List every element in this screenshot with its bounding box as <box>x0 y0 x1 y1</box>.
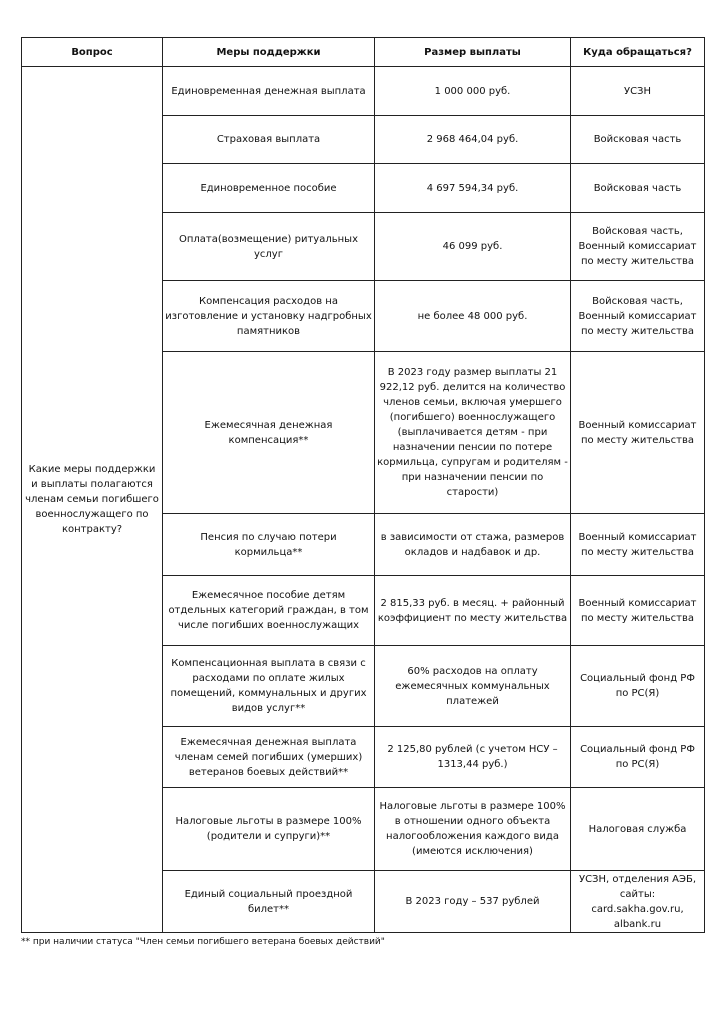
measure-cell: Ежемесячное пособие детям отдельных категорий граждан, в том числе погибших военнослужащих <box>163 576 375 646</box>
header-question: Вопрос <box>22 38 163 67</box>
footnote: ** при наличии статуса "Член семьи погибшего ветерана боевых действий" <box>21 937 385 947</box>
amount-cell: В 2023 году – 537 рублей <box>375 871 571 933</box>
where-cell: УСЗН, отделения АЭБ, сайты: card.sakha.gov.ru, albank.ru <box>571 871 705 933</box>
where-cell: Социальный фонд РФ по РС(Я) <box>571 646 705 727</box>
amount-cell: 60% расходов на оплату ежемесячных коммунальных платежей <box>375 646 571 727</box>
measure-cell: Единовременное пособие <box>163 164 375 213</box>
amount-cell: 4 697 594,34 руб. <box>375 164 571 213</box>
measure-cell: Единый социальный проездной билет** <box>163 871 375 933</box>
where-cell: Военный комиссариат по месту жительства <box>571 576 705 646</box>
amount-cell: 46 099 руб. <box>375 213 571 281</box>
measure-cell: Компенсация расходов на изготовление и установку надгробных памятников <box>163 281 375 352</box>
amount-cell: 2 968 464,04 руб. <box>375 116 571 164</box>
amount-cell: В 2023 году размер выплаты 21 922,12 руб. делится на количество членов семьи, включая умершего (погибшего) военнослужащего (выплачивается детям - при назначении пенсии по потере кормильца, супругам и родителям - при назначении пенсии по старости) <box>375 352 571 514</box>
support-table <box>21 37 705 933</box>
measure-cell: Налоговые льготы в размере 100% (родители и супруги)** <box>163 788 375 871</box>
amount-cell: не более 48 000 руб. <box>375 281 571 352</box>
where-cell: Социальный фонд РФ по РС(Я) <box>571 727 705 788</box>
measure-cell: Ежемесячная денежная компенсация** <box>163 352 375 514</box>
header-row <box>22 38 705 67</box>
measure-cell: Компенсационная выплата в связи с расходами по оплате жилых помещений, коммунальных и других видов услуг** <box>163 646 375 727</box>
where-cell: УСЗН <box>571 67 705 116</box>
where-cell: Войсковая часть <box>571 164 705 213</box>
amount-cell: 2 125,80 рублей (с учетом НСУ – 1313,44 руб.) <box>375 727 571 788</box>
measure-cell: Ежемесячная денежная выплата членам семей погибших (умерших) ветеранов боевых действий** <box>163 727 375 788</box>
amount-cell: 2 815,33 руб. в месяц. + районный коэффициент по месту жительства <box>375 576 571 646</box>
header-amount: Размер выплаты <box>375 38 571 67</box>
header-measures: Меры поддержки <box>163 38 375 67</box>
measure-cell: Оплата(возмещение) ритуальных услуг <box>163 213 375 281</box>
table-row <box>22 67 705 116</box>
where-cell: Военный комиссариат по месту жительства <box>571 352 705 514</box>
measure-cell: Единовременная денежная выплата <box>163 67 375 116</box>
measure-cell: Страховая выплата <box>163 116 375 164</box>
amount-cell: 1 000 000 руб. <box>375 67 571 116</box>
where-cell: Налоговая служба <box>571 788 705 871</box>
where-cell: Войсковая часть, Военный комиссариат по месту жительства <box>571 213 705 281</box>
where-cell: Военный комиссариат по месту жительства <box>571 514 705 576</box>
header-where: Куда обращаться? <box>571 38 705 67</box>
amount-cell: Налоговые льготы в размере 100% в отношении одного объекта налогообложения каждого вида (имеются исключения) <box>375 788 571 871</box>
question-cell: Какие меры поддержки и выплаты полагаются членам семьи погибшего военнослужащего по контракту? <box>22 67 163 933</box>
amount-cell: в зависимости от стажа, размеров окладов и надбавок и др. <box>375 514 571 576</box>
measure-cell: Пенсия по случаю потери кормильца** <box>163 514 375 576</box>
where-cell: Войсковая часть <box>571 116 705 164</box>
where-cell: Войсковая часть, Военный комиссариат по месту жительства <box>571 281 705 352</box>
